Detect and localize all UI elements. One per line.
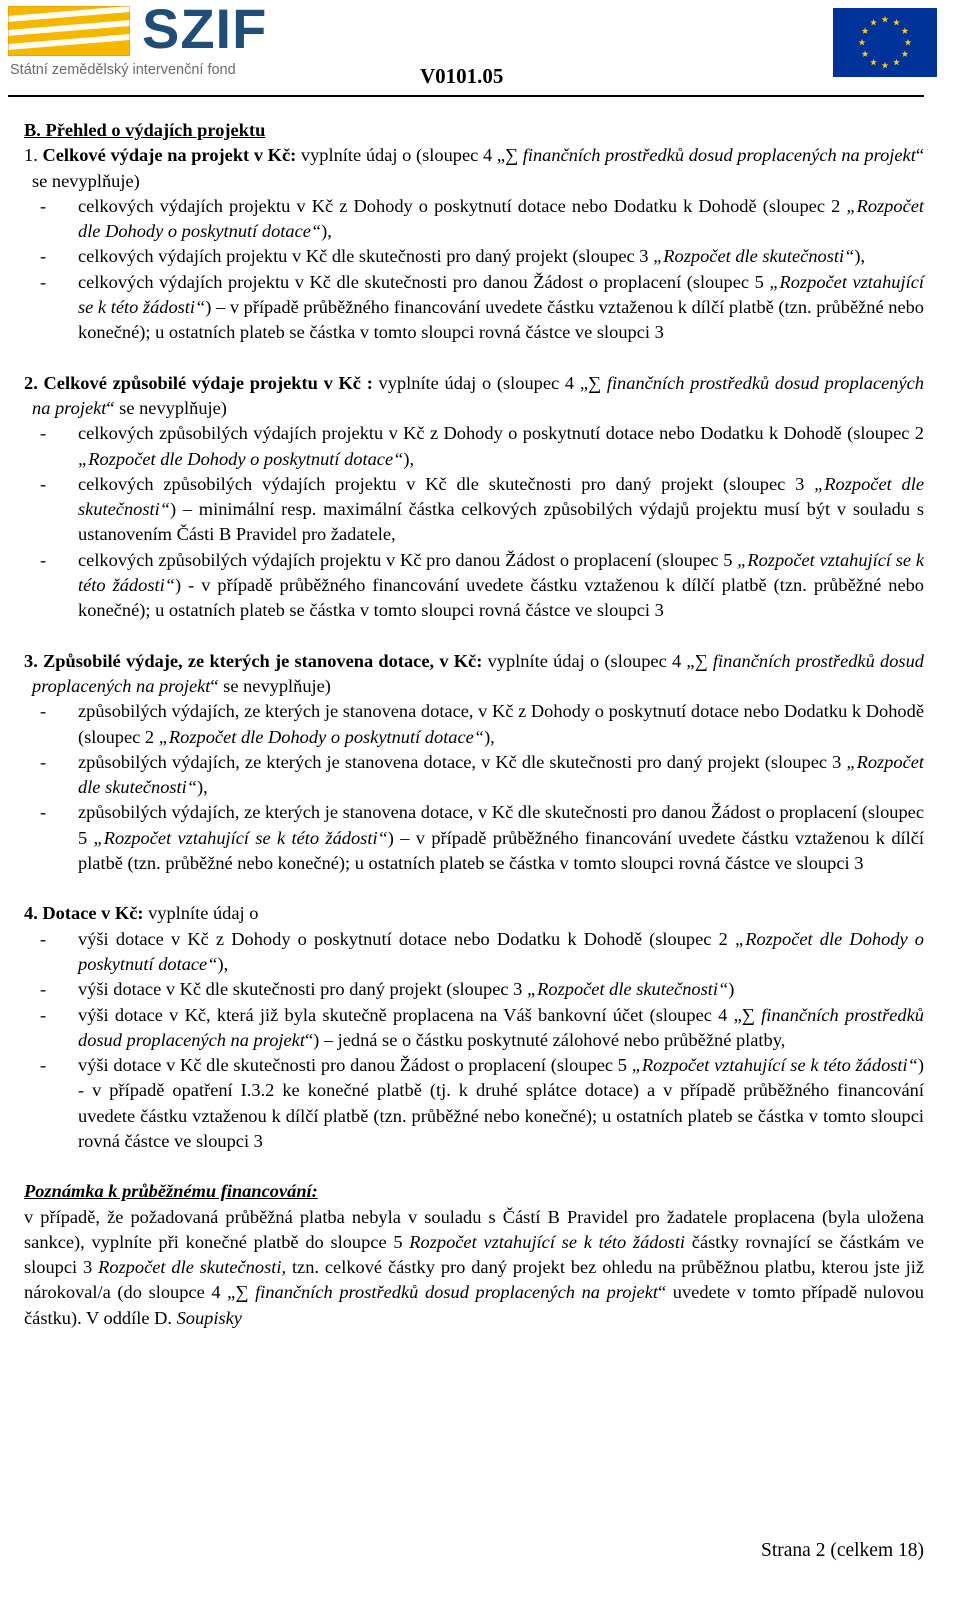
list-item: - celkových výdajích projektu v Kč dle skutečnosti pro danou Žádost o proplacení (sloupec 5 „Rozpočet vztahující se k této žádosti“) – v případě průběžného financování uvedete částku vztaženou k dílčí platbě (tzn. průběžné nebo konečné); u ostatních plateb se částka v tomto sloupci rovná částce ve sloupci 3 [40, 271, 924, 343]
section-2 [24, 371, 924, 624]
list-item: - výši dotace v Kč z Dohody o poskytnutí dotace nebo Dodatku k Dohodě (sloupec 2 „Rozpočet dle Dohody o poskytnutí dotace“), [40, 928, 924, 974]
szif-logo [8, 0, 268, 78]
header-rule [8, 95, 924, 97]
logo-subtitle: Státní zemědělský intervenční fond [10, 62, 236, 78]
section-1 [24, 143, 924, 345]
financing-note [24, 1179, 924, 1331]
note-title: Poznámka k průběžnému financování: [24, 1181, 318, 1202]
section-4-list [24, 927, 924, 1155]
list-item: - celkových výdajích projektu v Kč z Dohody o poskytnutí dotace nebo Dodatku k Dohodě (sloupec 2 „Rozpočet dle Dohody o poskytnutí dotace“), [40, 195, 924, 242]
list-item: - celkových výdajích projektu v Kč dle skutečnosti pro daný projekt (sloupec 3 „Rozpočet dle skutečnosti“), [40, 246, 866, 267]
szif-logo-bars-icon [8, 6, 130, 56]
section-2-heading: 2. Celkové způsobilé výdaje projektu v Kč : vyplníte údaj o (sloupec 4 „∑ finančních prostředků dosud proplacených na projekt“ se nevyplňuje) [24, 372, 924, 418]
list-item: - způsobilých výdajích, ze kterých je stanovena dotace, v Kč dle skutečnosti pro danou Žádost o proplacení (sloupec 5 „Rozpočet vztahující se k této žádosti“) – v případě průběžného financování uvedete částku vztaženou k dílčí platbě (tzn. průběžné nebo konečné); u ostatních plateb se částka v tomto sloupci rovná částce ve sloupci 3 [40, 802, 925, 874]
list-item: - celkových způsobilých výdajích projektu v Kč pro danou Žádost o proplacení (sloupec 5 „Rozpočet vztahující se k této žádosti“) - v případě průběžného financování uvedete částku vztaženou k dílčí platbě (tzn. průběžné nebo konečné); u ostatních plateb se částka v tomto sloupci rovná částce ve sloupci 3 [40, 549, 924, 621]
document-version: V0101.05 [420, 64, 504, 88]
section-4 [24, 901, 924, 1154]
section-heading-bold: Dotace v Kč: [37, 903, 144, 924]
section-number: 4. [24, 903, 38, 924]
section-title: B. Přehled o výdajích projektu [24, 120, 266, 140]
section-3 [24, 649, 924, 877]
eu-flag-icon [833, 8, 937, 77]
document-body [24, 118, 924, 1331]
list-item: - výši dotace v Kč, která již byla skutečně proplacena na Váš bankovní účet (sloupec 4 „∑ finančních prostředků dosud proplacených na projekt“) – jedná se o částku poskytnuté zálohové nebo průběžné platby, [40, 1004, 924, 1050]
section-4-heading: 4. Dotace v Kč: vyplníte údaj o [24, 903, 259, 924]
list-item: - celkových způsobilých výdajích projektu v Kč z Dohody o poskytnutí dotace nebo Dodatku k Dohodě (sloupec 2 „Rozpočet dle Dohody o poskytnutí dotace“), [40, 423, 924, 469]
section-heading-bold: Celkové způsobilé výdaje projektu v Kč : [37, 372, 373, 393]
section-number: 1. [24, 145, 38, 166]
logo-text: SZIF [142, 0, 268, 60]
list-item: - výši dotace v Kč dle skutečnosti pro daný projekt (sloupec 3 „Rozpočet dle skutečnosti“) [40, 979, 735, 1000]
section-number: 2. [24, 372, 38, 393]
section-2-list [24, 421, 924, 623]
list-item: - způsobilých výdajích, ze kterých je stanovena dotace, v Kč dle skutečnosti pro daný projekt (sloupec 3 „Rozpočet dle skutečnosti“), [40, 751, 924, 798]
section-1-heading: 1. Celkové výdaje na projekt v Kč: vyplníte údaj o (sloupec 4 „∑ finančních prostředků dosud proplacených na projekt“ se nevyplňuje) [24, 145, 924, 191]
section-1-list [24, 194, 924, 346]
page-header [0, 0, 960, 100]
note-text: v případě, že požadovaná průběžná platba nebyla v souladu s Částí B Pravidel pro žadatele proplacena (byla uložena sankce), vyplníte při konečné platbě do sloupce 5 Rozpočet vztahující se k této žádosti částky rovnající se částkám ve sloupci 3 Rozpočet dle skutečnosti, tzn. celkové částky pro daný projekt bez ohledu na průběžnou platbu, kterou jste již nárokoval/a (do sloupce 4 „∑ finančních prostředků dosud proplacených na projekt“ uvedete v tomto případě nulovou částku). V oddíle D. Soupisky [24, 1206, 925, 1328]
section-heading-bold: Způsobilé výdaje, ze kterých je stanovena dotace, v Kč: [37, 650, 483, 671]
list-item: - způsobilých výdajích, ze kterých je stanovena dotace, v Kč z Dohody o poskytnutí dotace nebo Dodatku k Dohodě (sloupec 2 „Rozpočet dle Dohody o poskytnutí dotace“), [40, 701, 924, 747]
list-item: - celkových způsobilých výdajích projektu v Kč dle skutečnosti pro daný projekt (sloupec 3 „Rozpočet dle skutečnosti“) – minimální resp. maximální částka celkových způsobilých výdajů projektu musí být v souladu s ustanovením Části B Pravidel pro žadatele, [40, 473, 924, 545]
section-3-heading: 3. Způsobilé výdaje, ze kterých je stanovena dotace, v Kč: vyplníte údaj o (sloupec 4 „∑ finančních prostředků dosud proplacených na projekt“ se nevyplňuje) [24, 650, 924, 696]
section-3-list [24, 699, 924, 876]
page-number: Strana 2 (celkem 18) [761, 1540, 924, 1561]
list-item: - výši dotace v Kč dle skutečnosti pro danou Žádost o proplacení (sloupec 5 „Rozpočet vztahující se k této žádosti“) - v případě opatření I.3.2 ke konečné platbě (tj. k druhé splátce dotace) a v případě průběžného financování uvedete částku vztaženou k dílčí platbě (tzn. průběžné nebo konečné); u ostatních plateb se částka v tomto sloupci rovná částce ve sloupci 3 [40, 1055, 924, 1151]
section-number: 3. [24, 650, 38, 671]
section-heading-bold: Celkové výdaje na projekt v Kč: [37, 145, 297, 166]
